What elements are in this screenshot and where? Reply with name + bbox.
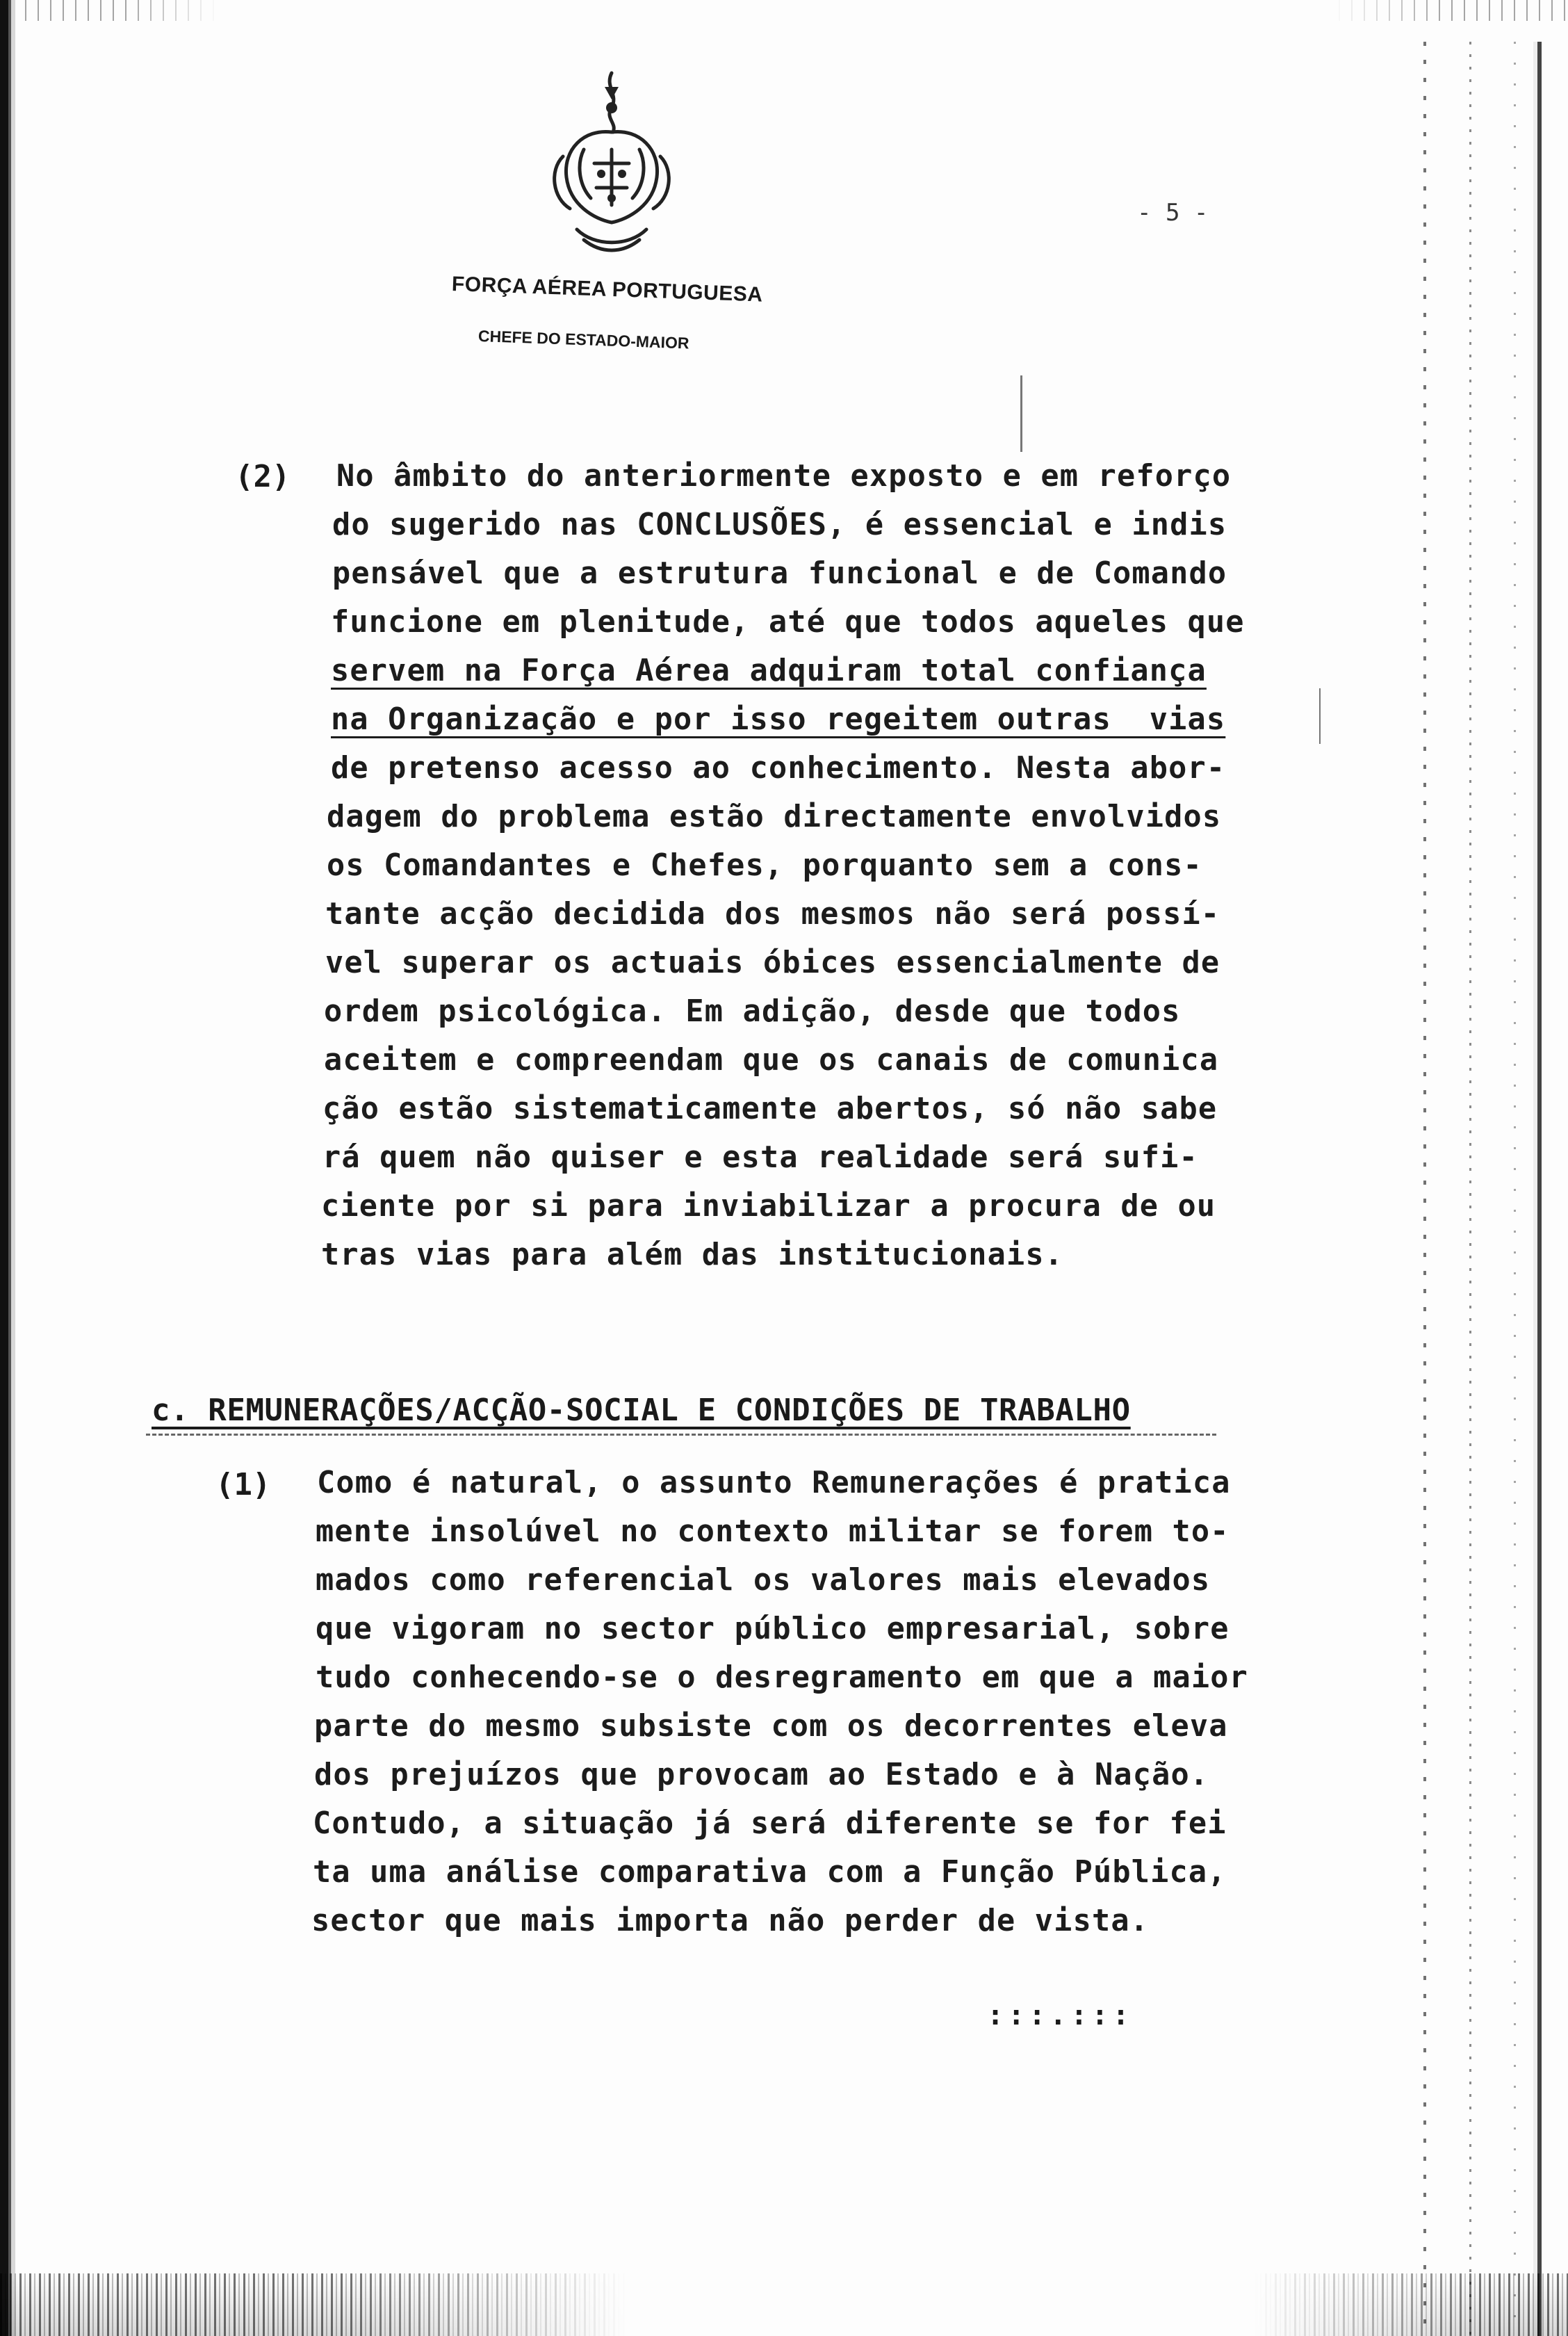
page-number: - 5 - bbox=[1137, 199, 1209, 227]
paragraph-line: tudo conhecendo-se o desregramento em que a maior bbox=[316, 1660, 1249, 1695]
paragraph-line: funcione em plenitude, até que todos aqueles que bbox=[331, 605, 1245, 640]
paragraph-line: dos prejuízos que provocam ao Estado e à Nação. bbox=[314, 1758, 1209, 1792]
item-marker: (1) bbox=[215, 1467, 271, 1502]
paragraph-line: rá quem não quiser e esta realidade será sufi- bbox=[322, 1140, 1198, 1175]
paragraph-line: vel superar os actuais óbices essencialmente de bbox=[325, 946, 1220, 980]
item-marker: (2) bbox=[235, 459, 291, 494]
paragraph-line: aceitem e compreendam que os canais de comunica bbox=[324, 1043, 1219, 1078]
paragraph-line: parte do mesmo subsiste com os decorrentes eleva bbox=[314, 1709, 1228, 1744]
paragraph-line: na Organização e por isso regeitem outras vias bbox=[331, 702, 1226, 737]
paragraph-line: servem na Força Aérea adquiram total confiança bbox=[331, 654, 1207, 688]
scan-edge-right bbox=[1394, 42, 1568, 2336]
organization-name: FORÇA AÉREA PORTUGUESA bbox=[451, 273, 764, 307]
paragraph-line: os Comandantes e Chefes, porquanto sem a cons- bbox=[327, 848, 1202, 883]
paragraph-line: ciente por si para inviabilizar a procura de ou bbox=[321, 1189, 1216, 1224]
section-heading-rule bbox=[146, 1434, 1216, 1436]
paragraph-line: No âmbito do anteriormente exposto e em reforço bbox=[336, 459, 1232, 494]
coat-of-arms-emblem bbox=[535, 66, 688, 268]
paragraph-line: ção estão sistematicamente abertos, só não sabe bbox=[322, 1092, 1218, 1126]
paragraph-line: tras vias para além das institucionais. bbox=[321, 1238, 1064, 1272]
paragraph-line: mados como referencial os valores mais elevados bbox=[316, 1563, 1211, 1598]
scan-noise-top bbox=[0, 0, 1568, 21]
section-heading: c. REMUNERAÇÕES/ACÇÃO-SOCIAL E CONDIÇÕES DE TRABALHO bbox=[152, 1393, 1131, 1428]
paragraph-line: do sugerido nas CONCLUSÕES, é essencial e indis bbox=[332, 508, 1227, 542]
paragraph-line: ordem psicológica. Em adição, desde que todos bbox=[324, 994, 1181, 1029]
paragraph-line: sector que mais importa não perder de vista. bbox=[311, 1904, 1150, 1938]
scan-mark-line bbox=[1319, 688, 1321, 744]
paragraph-line: tante acção decidida dos mesmos não será possí- bbox=[325, 897, 1220, 932]
scan-mark-line bbox=[1020, 375, 1022, 452]
paragraph-line: pensável que a estrutura funcional e de Comando bbox=[332, 556, 1227, 591]
paragraph-line: de pretenso acesso ao conhecimento. Nesta abor- bbox=[331, 751, 1226, 786]
office-title: CHEFE DO ESTADO-MAIOR bbox=[477, 327, 689, 352]
scan-noise-bottom bbox=[0, 2273, 1568, 2336]
continuation-mark: :::.::: bbox=[987, 2000, 1134, 2031]
paragraph-line: que vigoram no sector público empresarial, sobre bbox=[316, 1612, 1230, 1646]
paragraph-line: Como é natural, o assunto Remunerações é pratica bbox=[317, 1466, 1231, 1500]
paragraph-line: ta uma análise comparativa com a Função Pública, bbox=[313, 1855, 1227, 1890]
paragraph-line: dagem do problema estão directamente envolvidos bbox=[327, 800, 1222, 834]
scan-edge-left bbox=[0, 0, 32, 2336]
paragraph-line: mente insolúvel no contexto militar se forem to- bbox=[316, 1514, 1230, 1549]
paragraph-line: Contudo, a situação já será diferente se for fei bbox=[313, 1806, 1227, 1841]
